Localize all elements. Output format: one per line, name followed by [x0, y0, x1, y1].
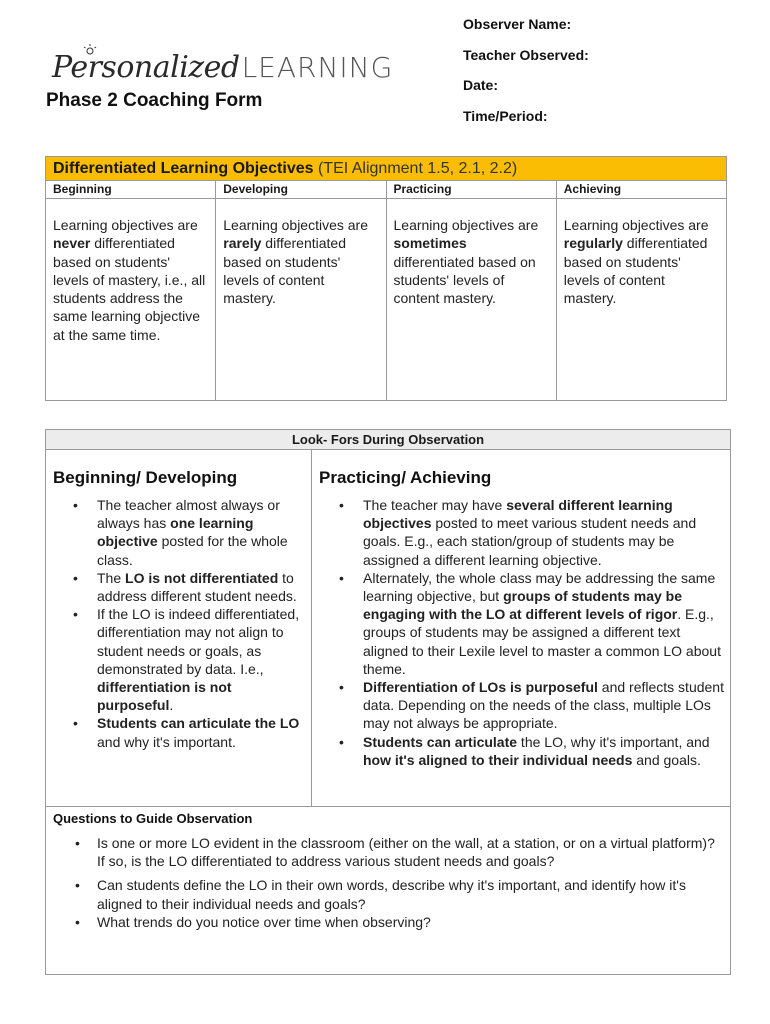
questions-title: Questions to Guide Observation: [53, 811, 253, 826]
descriptions-row: [46, 199, 726, 400]
date-label: Date:: [463, 77, 499, 93]
list-item: • Students can articulate the LO and why it's important.: [53, 714, 305, 750]
desc-beginning: Learning objectives are never differentiated based on students' levels of mastery, i.e., all students address the same learning objective at the same time.: [46, 199, 216, 400]
practicing-achieving-list: [319, 496, 724, 769]
time-period-label: Time/Period:: [463, 107, 548, 124]
form-title: Phase 2 Coaching Form: [46, 90, 263, 111]
beginning-developing-column: [46, 450, 312, 806]
question-item: • What trends do you notice over time when observing?: [53, 913, 723, 931]
look-fors-columns: [46, 450, 730, 807]
list-item: • Alternately, the whole class may be addressing the same learning objective, but groups of students may be engaging with the LO at different levels of rigor. E.g., groups of students may be assigned a different text aligned to their Lexile level to master a common LO about theme.: [319, 569, 724, 678]
practicing-achieving-heading: Practicing/ Achieving: [319, 468, 492, 487]
desc-achieving: Learning objectives are regularly differentiated based on students' levels of content mastery.: [563, 217, 709, 307]
lightbulb-icon: [83, 44, 97, 58]
level-practicing: Practicing: [387, 181, 557, 198]
list-item: • Differentiation of LOs is purposeful and reflects student data. Depending on the needs of the class, multiple LOs may not always be appropriate.: [319, 678, 724, 733]
look-fors-table: [45, 429, 731, 975]
objectives-table: [45, 156, 727, 401]
desc-developing: Learning objectives are rarely differentiated based on students' levels of content mastery.: [216, 199, 386, 400]
teacher-observed-label: Teacher Observed:: [463, 46, 589, 63]
list-item: • The LO is not differentiated to address different student needs.: [53, 569, 305, 605]
logo-script-text: Personalized: [52, 50, 240, 85]
objectives-alignment: (TEI Alignment 1.5, 2.1, 2.2): [317, 160, 518, 177]
look-fors-title: Look- Fors During Observation: [46, 430, 730, 450]
list-item: • If the LO is indeed differentiated, differentiation may not align to student needs or goals, as demonstrated by data. I.e., differentiation is not purposeful.: [53, 605, 305, 714]
practicing-achieving-column: [312, 450, 730, 806]
desc-practicing: Learning objectives are sometimes differentiated based on students' levels of content mastery.: [387, 199, 557, 400]
level-developing: Developing: [216, 181, 386, 198]
logo: [52, 50, 393, 90]
questions-section: [46, 807, 730, 941]
question-item: • Is one or more LO evident in the classroom (either on the wall, at a station, or on a virtual platform)? If so, is the LO differentiated to address various student needs and goals?: [53, 834, 723, 870]
list-item: • The teacher almost always or always has one learning objective posted for the whole class.: [53, 496, 305, 569]
questions-list: [53, 834, 723, 931]
question-item: • Can students define the LO in their own words, describe why it's important, and identify how it's aligned to their individual needs and goals?: [53, 876, 723, 912]
list-item: • Students can articulate the LO, why it's important, and how it's aligned to their individual needs and goals.: [319, 733, 724, 769]
levels-row: [46, 181, 726, 199]
objectives-title: Differentiated Learning Objectives: [53, 160, 314, 177]
beginning-developing-list: [53, 496, 305, 751]
observer-name-label: Observer Name:: [463, 16, 572, 32]
objectives-header: [46, 157, 726, 181]
meta-fields: [463, 14, 589, 136]
logo-caps-text: LEARNING: [241, 51, 394, 84]
beginning-developing-heading: Beginning/ Developing: [53, 468, 238, 487]
list-item: • The teacher may have several different learning objectives posted to meet various student needs and goals. E.g., each station/group of students may be assigned a different learning objective.: [319, 496, 724, 569]
level-beginning: Beginning: [46, 181, 216, 198]
level-achieving: Achieving: [563, 182, 622, 196]
